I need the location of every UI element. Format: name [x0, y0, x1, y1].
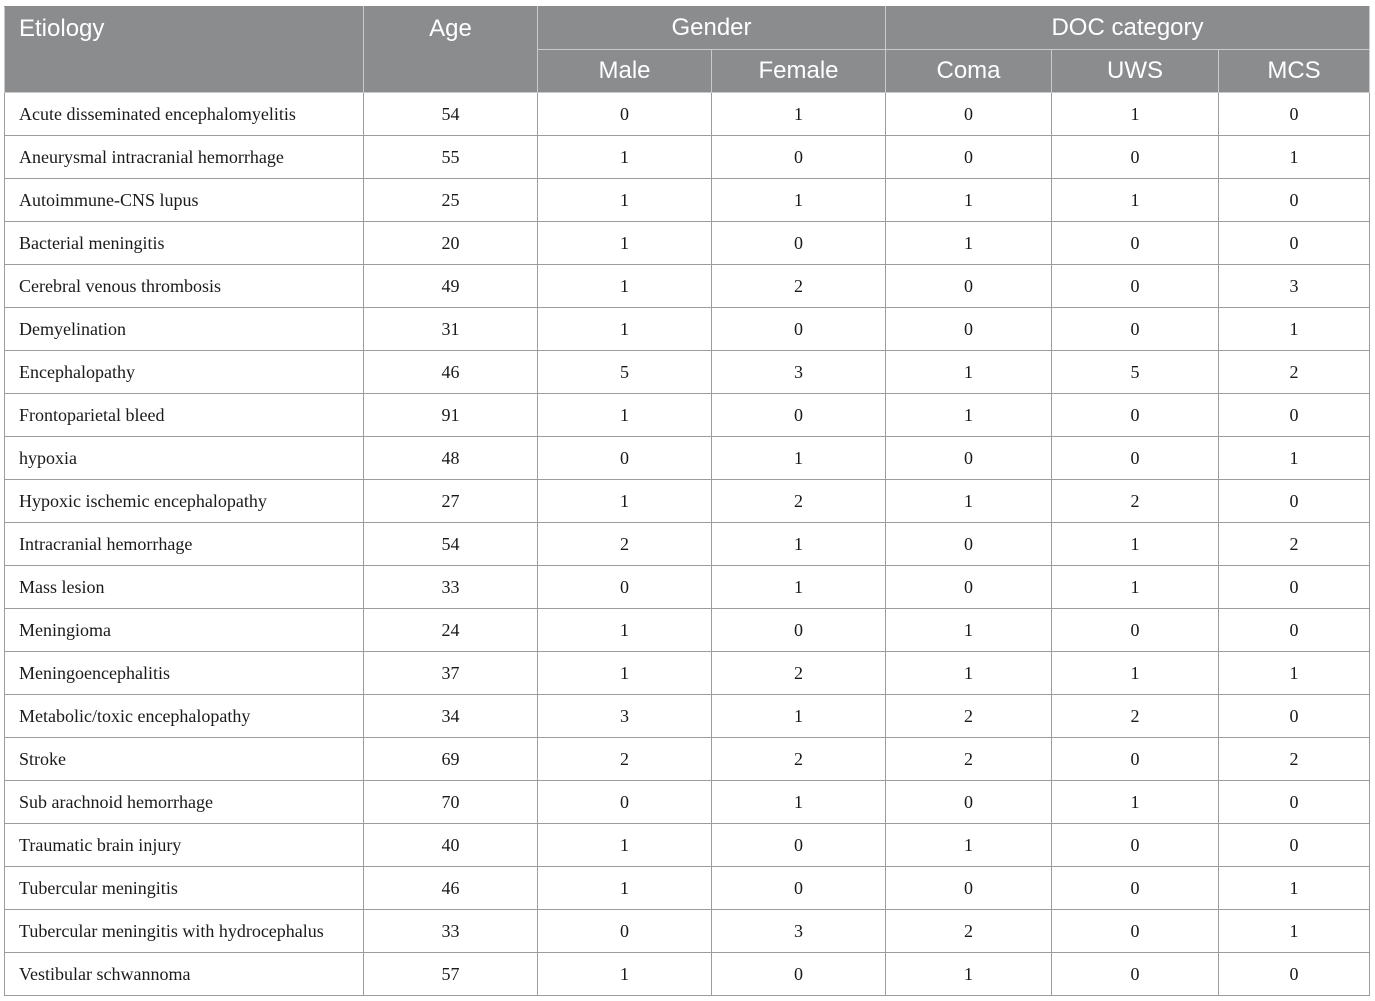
- cell-etiology: Mass lesion: [5, 566, 364, 609]
- cell-male: 2: [538, 738, 712, 781]
- table-row: [5, 437, 1370, 480]
- cell-uws: 1: [1052, 652, 1219, 695]
- cell-mcs: 2: [1219, 738, 1370, 781]
- table-row: [5, 93, 1370, 136]
- cell-male: 0: [538, 437, 712, 480]
- cell-age: 31: [364, 308, 538, 351]
- cell-male: 1: [538, 867, 712, 910]
- cell-male: 1: [538, 222, 712, 265]
- cell-etiology: Meningioma: [5, 609, 364, 652]
- cell-etiology: Vestibular schwannoma: [5, 953, 364, 996]
- header-mcs: MCS: [1219, 50, 1370, 93]
- cell-uws: 2: [1052, 480, 1219, 523]
- table-row: [5, 781, 1370, 824]
- cell-etiology: Traumatic brain injury: [5, 824, 364, 867]
- cell-mcs: 2: [1219, 523, 1370, 566]
- cell-female: 2: [712, 265, 886, 308]
- cell-coma: 0: [886, 781, 1052, 824]
- cell-etiology: Stroke: [5, 738, 364, 781]
- cell-mcs: 0: [1219, 394, 1370, 437]
- cell-etiology: Tubercular meningitis: [5, 867, 364, 910]
- table-row: [5, 308, 1370, 351]
- cell-etiology: Autoimmune-CNS lupus: [5, 179, 364, 222]
- cell-male: 1: [538, 480, 712, 523]
- cell-mcs: 1: [1219, 652, 1370, 695]
- cell-male: 1: [538, 265, 712, 308]
- cell-uws: 0: [1052, 437, 1219, 480]
- header-age: Age: [364, 7, 538, 93]
- cell-female: 1: [712, 781, 886, 824]
- cell-coma: 0: [886, 437, 1052, 480]
- cell-age: 33: [364, 910, 538, 953]
- header-female: Female: [712, 50, 886, 93]
- cell-female: 0: [712, 953, 886, 996]
- cell-age: 40: [364, 824, 538, 867]
- cell-coma: 1: [886, 953, 1052, 996]
- table-row: [5, 738, 1370, 781]
- cell-uws: 2: [1052, 695, 1219, 738]
- cell-female: 0: [712, 222, 886, 265]
- cell-etiology: Frontoparietal bleed: [5, 394, 364, 437]
- table-row: [5, 652, 1370, 695]
- cell-age: 55: [364, 136, 538, 179]
- cell-mcs: 0: [1219, 179, 1370, 222]
- cell-uws: 1: [1052, 566, 1219, 609]
- cell-etiology: Encephalopathy: [5, 351, 364, 394]
- cell-age: 54: [364, 93, 538, 136]
- cell-age: 37: [364, 652, 538, 695]
- table-row: [5, 265, 1370, 308]
- cell-coma: 1: [886, 609, 1052, 652]
- cell-coma: 0: [886, 566, 1052, 609]
- cell-male: 1: [538, 394, 712, 437]
- cell-male: 0: [538, 910, 712, 953]
- cell-coma: 0: [886, 265, 1052, 308]
- cell-mcs: 0: [1219, 695, 1370, 738]
- table-body: [5, 93, 1370, 996]
- cell-male: 1: [538, 136, 712, 179]
- header-coma: Coma: [886, 50, 1052, 93]
- cell-female: 1: [712, 566, 886, 609]
- cell-etiology: Tubercular meningitis with hydrocephalus: [5, 910, 364, 953]
- table-row: [5, 351, 1370, 394]
- cell-age: 91: [364, 394, 538, 437]
- cell-female: 3: [712, 910, 886, 953]
- table-row: [5, 867, 1370, 910]
- table-header: [5, 7, 1370, 93]
- cell-age: 46: [364, 351, 538, 394]
- cell-male: 1: [538, 953, 712, 996]
- cell-male: 1: [538, 308, 712, 351]
- cell-mcs: 0: [1219, 222, 1370, 265]
- cell-coma: 2: [886, 910, 1052, 953]
- table-row: [5, 222, 1370, 265]
- cell-uws: 0: [1052, 867, 1219, 910]
- cell-age: 46: [364, 867, 538, 910]
- cell-coma: 1: [886, 652, 1052, 695]
- etiology-table: [4, 6, 1370, 996]
- cell-male: 1: [538, 609, 712, 652]
- cell-uws: 1: [1052, 781, 1219, 824]
- table-row: [5, 566, 1370, 609]
- cell-female: 2: [712, 738, 886, 781]
- cell-uws: 0: [1052, 953, 1219, 996]
- cell-age: 34: [364, 695, 538, 738]
- cell-male: 1: [538, 824, 712, 867]
- cell-mcs: 0: [1219, 480, 1370, 523]
- table-row: [5, 136, 1370, 179]
- cell-uws: 0: [1052, 824, 1219, 867]
- header-male: Male: [538, 50, 712, 93]
- cell-male: 3: [538, 695, 712, 738]
- cell-male: 2: [538, 523, 712, 566]
- cell-female: 2: [712, 480, 886, 523]
- cell-mcs: 1: [1219, 437, 1370, 480]
- cell-mcs: 0: [1219, 953, 1370, 996]
- cell-etiology: hypoxia: [5, 437, 364, 480]
- cell-age: 70: [364, 781, 538, 824]
- cell-age: 33: [364, 566, 538, 609]
- cell-female: 0: [712, 824, 886, 867]
- cell-mcs: 2: [1219, 351, 1370, 394]
- cell-etiology: Bacterial meningitis: [5, 222, 364, 265]
- cell-coma: 0: [886, 308, 1052, 351]
- table-row: [5, 179, 1370, 222]
- cell-coma: 1: [886, 824, 1052, 867]
- cell-coma: 2: [886, 695, 1052, 738]
- cell-female: 1: [712, 695, 886, 738]
- cell-uws: 1: [1052, 523, 1219, 566]
- cell-etiology: Cerebral venous thrombosis: [5, 265, 364, 308]
- table-row: [5, 394, 1370, 437]
- cell-age: 20: [364, 222, 538, 265]
- cell-coma: 0: [886, 867, 1052, 910]
- cell-etiology: Aneurysmal intracranial hemorrhage: [5, 136, 364, 179]
- cell-female: 1: [712, 437, 886, 480]
- cell-etiology: Meningoencephalitis: [5, 652, 364, 695]
- cell-age: 25: [364, 179, 538, 222]
- cell-uws: 0: [1052, 609, 1219, 652]
- cell-male: 5: [538, 351, 712, 394]
- cell-mcs: 1: [1219, 867, 1370, 910]
- cell-male: 0: [538, 566, 712, 609]
- cell-female: 0: [712, 867, 886, 910]
- cell-male: 1: [538, 179, 712, 222]
- cell-female: 1: [712, 523, 886, 566]
- cell-coma: 1: [886, 394, 1052, 437]
- cell-etiology: Hypoxic ischemic encephalopathy: [5, 480, 364, 523]
- cell-coma: 1: [886, 179, 1052, 222]
- table-row: [5, 523, 1370, 566]
- cell-age: 49: [364, 265, 538, 308]
- cell-uws: 0: [1052, 265, 1219, 308]
- cell-mcs: 3: [1219, 265, 1370, 308]
- header-doc-category: DOC category: [886, 7, 1370, 50]
- cell-age: 69: [364, 738, 538, 781]
- cell-uws: 0: [1052, 308, 1219, 351]
- cell-female: 0: [712, 394, 886, 437]
- cell-etiology: Metabolic/toxic encephalopathy: [5, 695, 364, 738]
- cell-etiology: Sub arachnoid hemorrhage: [5, 781, 364, 824]
- cell-uws: 0: [1052, 910, 1219, 953]
- cell-age: 57: [364, 953, 538, 996]
- cell-etiology: Intracranial hemorrhage: [5, 523, 364, 566]
- cell-age: 27: [364, 480, 538, 523]
- header-uws: UWS: [1052, 50, 1219, 93]
- cell-uws: 5: [1052, 351, 1219, 394]
- table-row: [5, 480, 1370, 523]
- cell-female: 2: [712, 652, 886, 695]
- cell-mcs: 0: [1219, 781, 1370, 824]
- cell-coma: 1: [886, 351, 1052, 394]
- cell-male: 0: [538, 781, 712, 824]
- cell-uws: 1: [1052, 93, 1219, 136]
- cell-etiology: Demyelination: [5, 308, 364, 351]
- cell-female: 3: [712, 351, 886, 394]
- cell-male: 0: [538, 93, 712, 136]
- cell-uws: 0: [1052, 136, 1219, 179]
- cell-uws: 0: [1052, 222, 1219, 265]
- cell-mcs: 1: [1219, 136, 1370, 179]
- cell-female: 1: [712, 179, 886, 222]
- header-gender: Gender: [538, 7, 886, 50]
- cell-age: 48: [364, 437, 538, 480]
- cell-mcs: 1: [1219, 308, 1370, 351]
- header-etiology: Etiology: [5, 7, 364, 93]
- cell-coma: 0: [886, 523, 1052, 566]
- table-row: [5, 953, 1370, 996]
- header-row-top: [5, 7, 1370, 50]
- table-row: [5, 695, 1370, 738]
- cell-male: 1: [538, 652, 712, 695]
- cell-female: 0: [712, 136, 886, 179]
- cell-coma: 0: [886, 136, 1052, 179]
- cell-female: 0: [712, 609, 886, 652]
- cell-coma: 1: [886, 222, 1052, 265]
- cell-mcs: 0: [1219, 566, 1370, 609]
- cell-female: 1: [712, 93, 886, 136]
- cell-coma: 2: [886, 738, 1052, 781]
- cell-mcs: 0: [1219, 93, 1370, 136]
- cell-coma: 1: [886, 480, 1052, 523]
- cell-age: 24: [364, 609, 538, 652]
- cell-uws: 0: [1052, 394, 1219, 437]
- table-row: [5, 910, 1370, 953]
- cell-uws: 1: [1052, 179, 1219, 222]
- cell-uws: 0: [1052, 738, 1219, 781]
- cell-mcs: 0: [1219, 824, 1370, 867]
- cell-coma: 0: [886, 93, 1052, 136]
- cell-age: 54: [364, 523, 538, 566]
- cell-female: 0: [712, 308, 886, 351]
- cell-mcs: 1: [1219, 910, 1370, 953]
- cell-etiology: Acute disseminated encephalomyelitis: [5, 93, 364, 136]
- table-row: [5, 609, 1370, 652]
- cell-mcs: 0: [1219, 609, 1370, 652]
- table-row: [5, 824, 1370, 867]
